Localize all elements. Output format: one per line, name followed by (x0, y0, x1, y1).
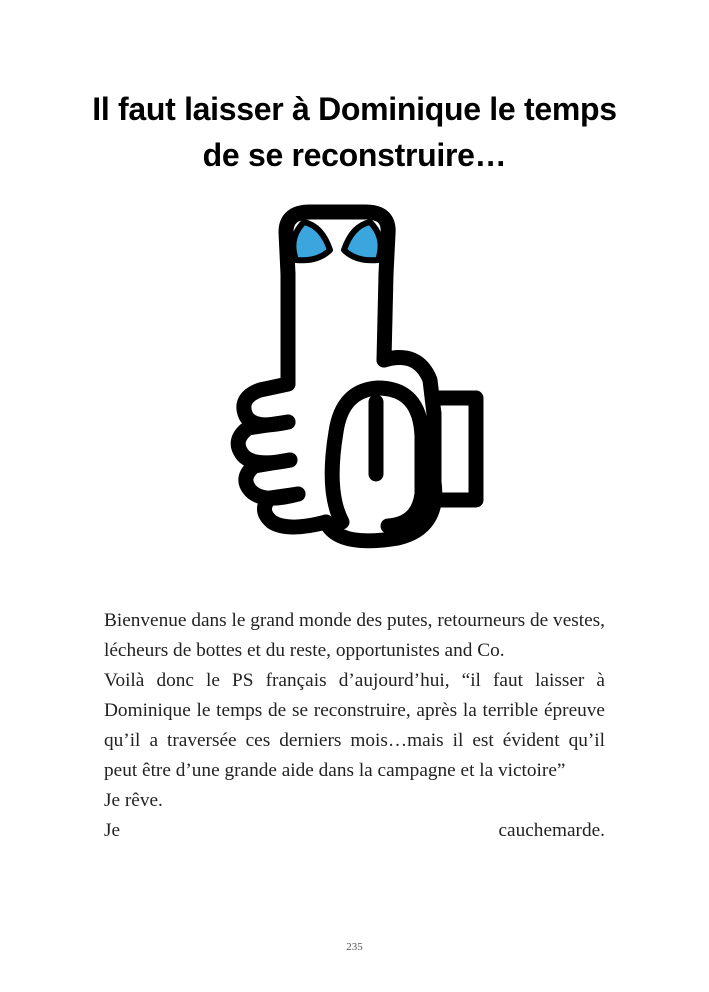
folded-finger-4 (264, 494, 326, 527)
closing-line-start: Je (104, 820, 121, 841)
closing-line-end: cauchemarde. (498, 820, 605, 841)
closing-line (104, 816, 605, 846)
paragraph-1: Bienvenue dans le grand monde des putes, retourneurs de vestes, lécheurs de bottes et du reste, opportunistes and Co. (104, 610, 605, 661)
paragraph-2: Voilà donc le PS français d’aujourd’hui, “il faut laisser à Dominique le temps de se reconstruire, après la terrible épreuve qu’il a traversée ces derniers mois…mais il est évident qu’il peut être d’une grande aide dans la campagne et la victoire” (104, 670, 605, 781)
page-title: Il faut laisser à Dominique le temps de se reconstruire… (92, 91, 617, 173)
body-text (104, 606, 605, 846)
thumb-up-illustration (218, 192, 502, 558)
tip-accent-left (293, 222, 330, 260)
finger-shaft-right (384, 274, 386, 360)
paragraph-3: Je rêve. (104, 790, 163, 811)
thumb-up-phallic-icon (218, 192, 502, 558)
page-number: 235 (346, 941, 363, 953)
tip-accent-right (344, 222, 381, 260)
